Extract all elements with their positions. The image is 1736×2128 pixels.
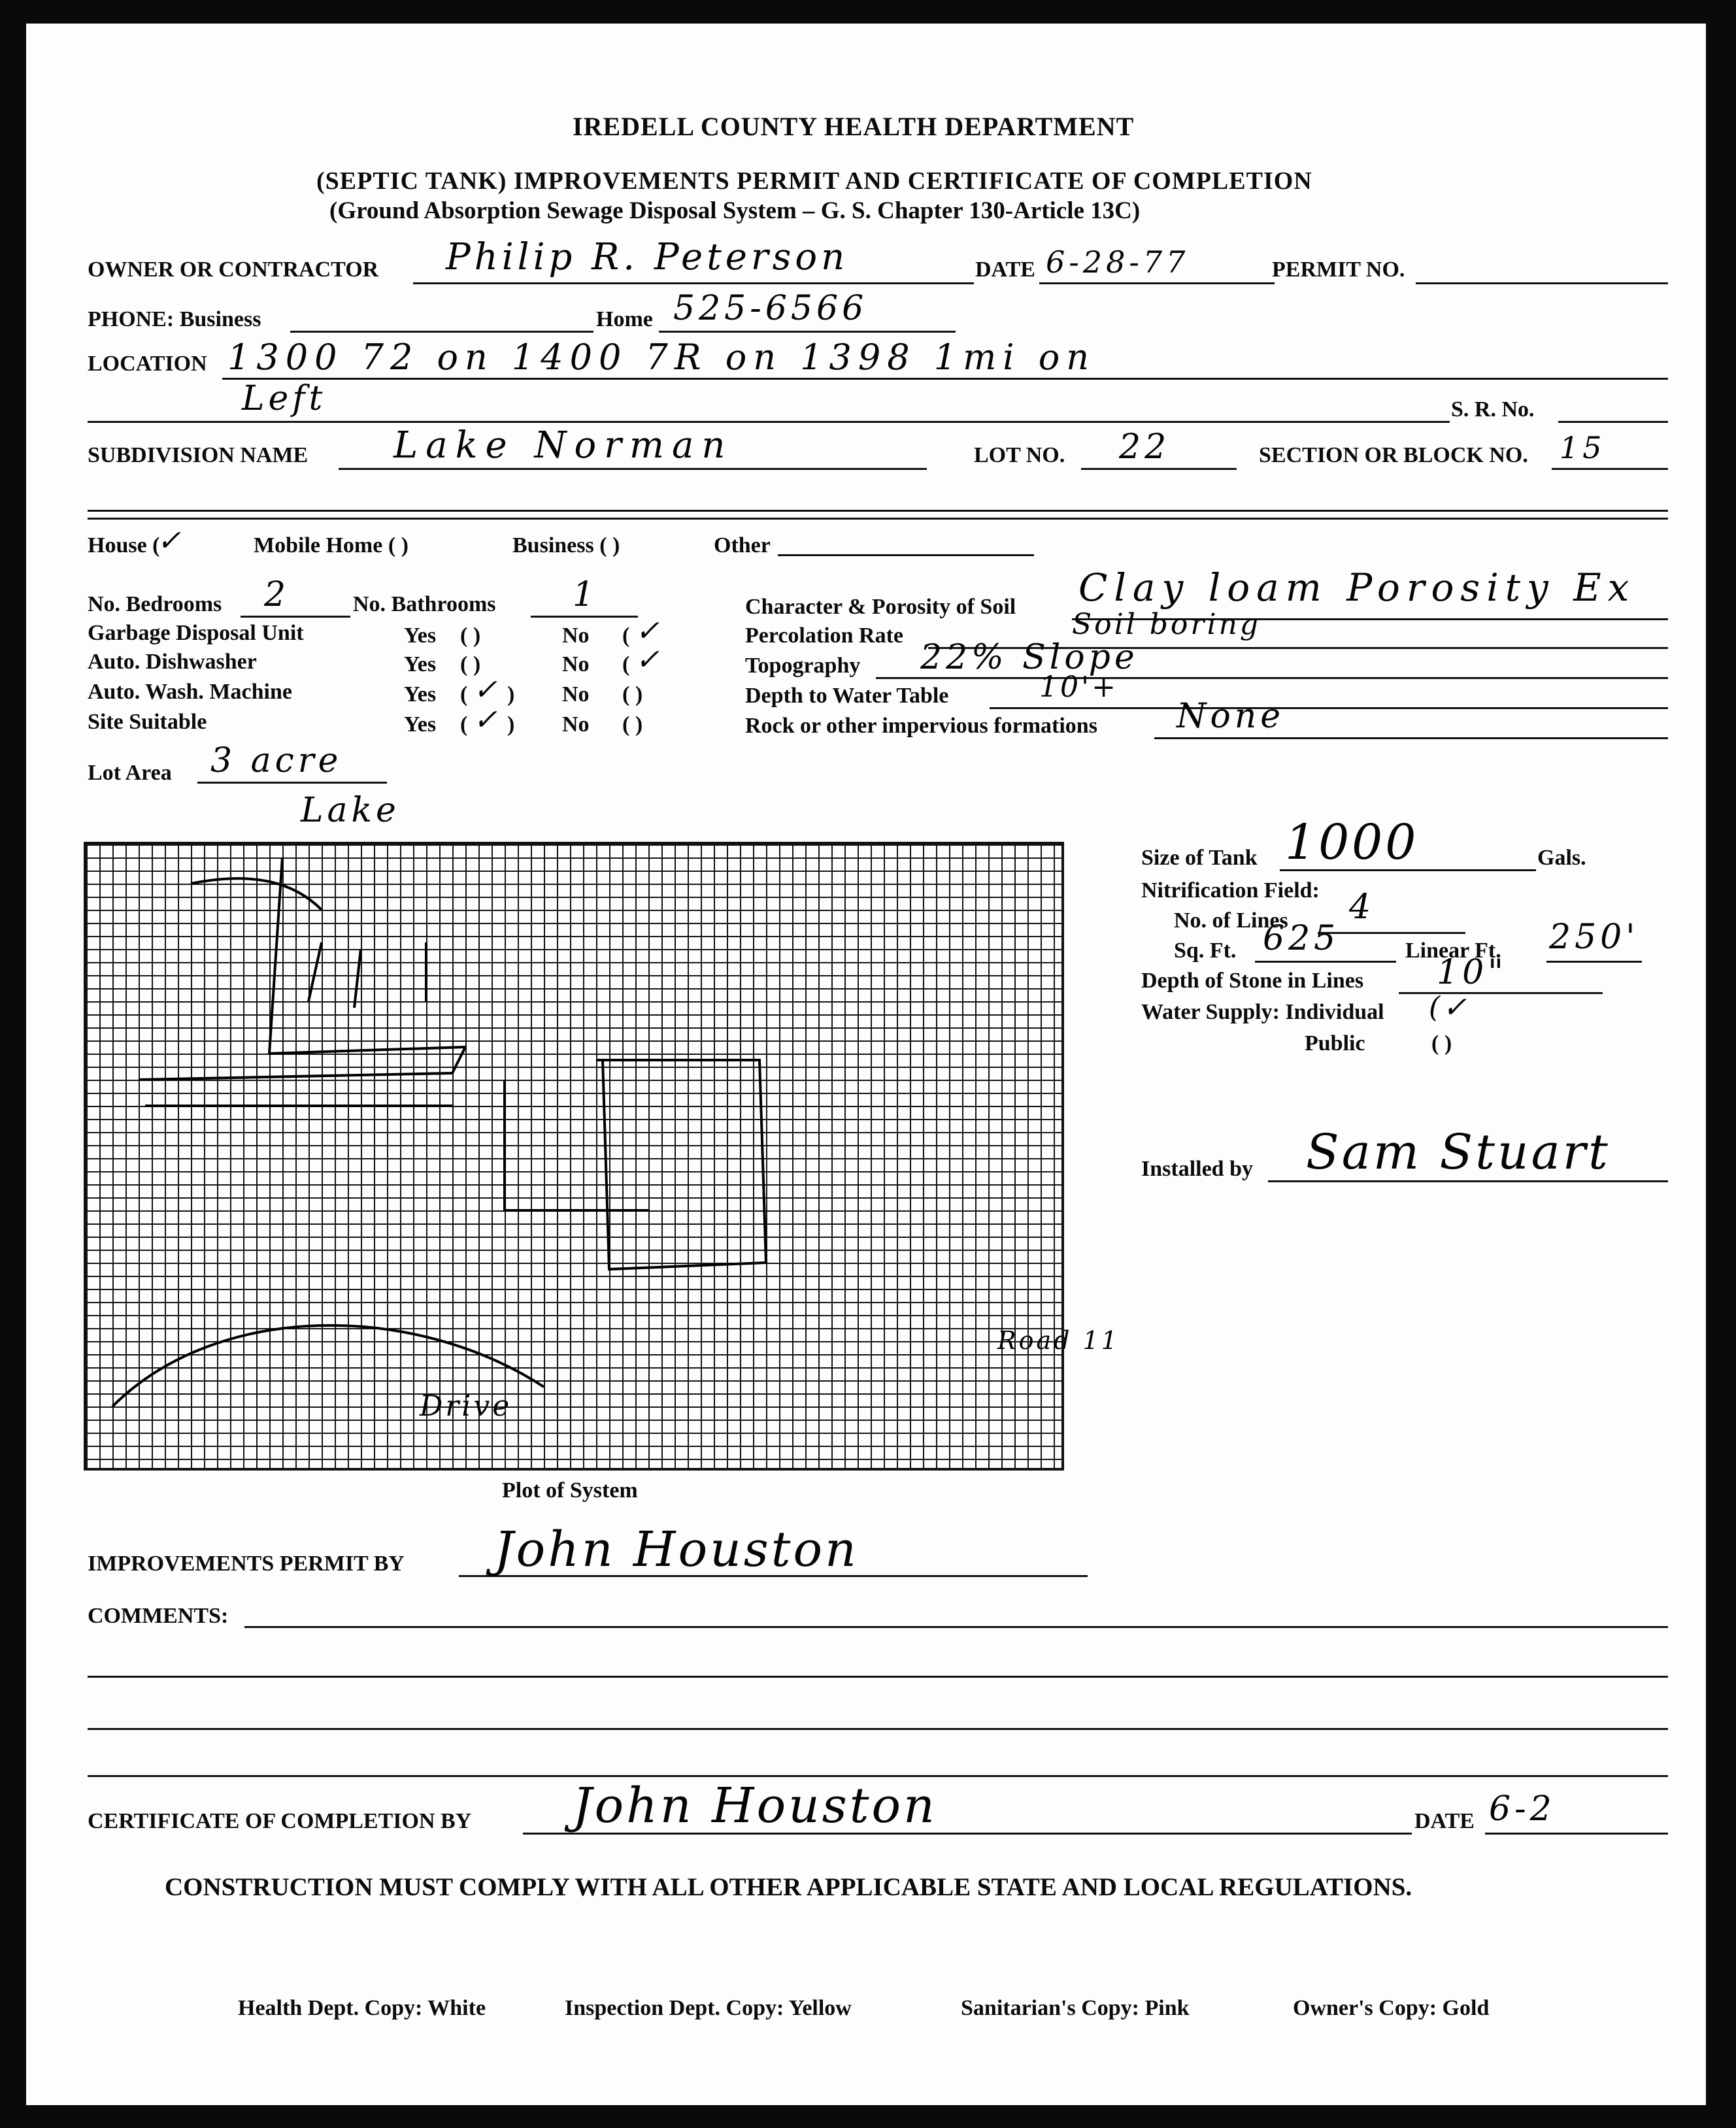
bathrooms-value[interactable]: 1 <box>573 575 599 614</box>
linear-ft-label: Linear Ft. <box>1405 939 1501 963</box>
dishwasher-no-mark[interactable]: ✓ <box>635 643 662 676</box>
lines-count-label: No. of Lines <box>1174 908 1288 933</box>
rock-label: Rock or other impervious formations <box>745 714 1097 738</box>
owner-label: OWNER OR CONTRACTOR <box>88 258 379 282</box>
plot-caption: Plot of System <box>502 1478 638 1503</box>
subdivision-label: SUBDIVISION NAME <box>88 443 309 467</box>
site-no-label: No <box>562 712 590 737</box>
topography-line <box>876 677 1668 679</box>
date-value[interactable]: 6-28-77 <box>1046 244 1190 280</box>
tank-size-label: Size of Tank <box>1141 846 1258 870</box>
section-value[interactable]: 15 <box>1560 430 1606 465</box>
site-no-box[interactable]: ( ) <box>622 712 643 737</box>
copy-owner: Owner's Copy: Gold <box>1293 1996 1490 2020</box>
perc-rate-label: Percolation Rate <box>745 623 904 648</box>
phone-business-label: PHONE: Business <box>88 307 261 331</box>
bathrooms-line <box>531 616 638 618</box>
date-line <box>1039 282 1275 284</box>
dishwasher-no-label: No <box>562 652 590 676</box>
soil-character-value[interactable]: Clay loam Porosity Ex <box>1078 565 1636 610</box>
garbage-no-open: ( <box>622 623 630 648</box>
water-public-label: Public <box>1305 1031 1365 1056</box>
form-subtitle: (Ground Absorption Sewage Disposal System – G. S. Chapter 130-Article 13C) <box>329 197 1141 224</box>
sqft-label: Sq. Ft. <box>1174 939 1237 963</box>
water-table-label: Depth to Water Table <box>745 684 949 708</box>
plot-sketch-corner <box>191 878 322 910</box>
plot-drive-note: Drive <box>420 1389 512 1423</box>
phone-home-line <box>659 331 956 333</box>
compliance-notice: CONSTRUCTION MUST COMPLY WITH ALL OTHER APPLICABLE STATE AND LOCAL REGULATIONS. <box>165 1873 1412 1901</box>
certificate-date-line <box>1485 1833 1668 1835</box>
site-yes-label: Yes <box>404 712 437 737</box>
garbage-yes-label: Yes <box>404 623 437 648</box>
certificate-label: CERTIFICATE OF COMPLETION BY <box>88 1809 472 1833</box>
installed-by-label: Installed by <box>1141 1157 1253 1181</box>
plot-sketch <box>86 844 1061 1468</box>
permit-form <box>26 24 1706 2105</box>
installed-by-line <box>1268 1180 1668 1182</box>
soil-character-label: Character & Porosity of Soil <box>745 595 1016 619</box>
site-yes-mark[interactable]: ✓ <box>473 703 500 737</box>
nitrification-label: Nitrification Field: <box>1141 878 1320 903</box>
department-heading: IREDELL COUNTY HEALTH DEPARTMENT <box>573 112 1135 141</box>
bedrooms-label: No. Bedrooms <box>88 592 222 616</box>
permit-no-line <box>1416 282 1668 284</box>
owner-line <box>413 282 974 284</box>
site-label: Site Suitable <box>88 710 207 734</box>
lot-no-value[interactable]: 22 <box>1119 427 1171 467</box>
dishwasher-yes-box[interactable]: ( ) <box>460 652 481 676</box>
garbage-yes-box[interactable]: ( ) <box>460 623 481 648</box>
improvements-permit-signature[interactable]: John Houston <box>494 1521 859 1578</box>
section-label: SECTION OR BLOCK NO. <box>1259 443 1528 467</box>
sqft-line <box>1255 961 1396 963</box>
rock-line <box>1154 737 1668 739</box>
business-label: Business ( ) <box>512 533 620 557</box>
linear-ft-value[interactable]: 250' <box>1549 918 1639 957</box>
comments-line-1 <box>244 1626 1668 1628</box>
owner-value[interactable]: Philip R. Peterson <box>446 236 849 278</box>
rock-value[interactable]: None <box>1177 697 1285 736</box>
lot-note[interactable]: Lake <box>301 791 400 830</box>
form-title: (SEPTIC TANK) IMPROVEMENTS PERMIT AND CERTIFICATE OF COMPLETION <box>316 167 1312 195</box>
tank-size-value[interactable]: 1000 <box>1285 814 1419 871</box>
plot-grid[interactable] <box>84 842 1064 1471</box>
location-value-1[interactable]: 1300 72 on 1400 7R on 1398 1mi on <box>227 337 1096 378</box>
other-label: Other <box>714 533 771 557</box>
linear-ft-line <box>1546 961 1642 963</box>
copy-health-dept: Health Dept. Copy: White <box>238 1996 486 2020</box>
lot-no-label: LOT NO. <box>974 443 1065 467</box>
location-line-2 <box>88 421 1450 423</box>
phone-home-label: Home <box>596 307 653 331</box>
sr-no-label: S. R. No. <box>1451 397 1535 422</box>
topography-label: Topography <box>745 654 861 678</box>
topography-value[interactable]: 22% Slope <box>920 638 1139 677</box>
lot-area-value[interactable]: 3 acre <box>210 741 342 780</box>
phone-business-line <box>290 331 593 333</box>
tank-gals-label: Gals. <box>1537 846 1586 870</box>
garbage-no-mark[interactable]: ✓ <box>635 614 662 648</box>
house-label: House ( <box>88 533 160 557</box>
washer-yes-label: Yes <box>404 682 437 707</box>
stone-depth-value[interactable]: 10" <box>1437 953 1508 992</box>
washer-yes-open: ( <box>460 682 468 707</box>
improvements-permit-label: IMPROVEMENTS PERMIT BY <box>88 1552 405 1576</box>
house-check-mark[interactable]: ✓ <box>157 524 184 557</box>
water-public-box[interactable]: ( ) <box>1431 1031 1452 1056</box>
bathrooms-label: No. Bathrooms <box>353 592 496 616</box>
sr-no-line <box>1558 421 1668 423</box>
lot-area-label: Lot Area <box>88 761 172 785</box>
water-individual-mark[interactable]: (✓ <box>1429 991 1470 1024</box>
washer-yes-mark[interactable]: ✓ <box>473 673 500 707</box>
certificate-date-value[interactable]: 6-2 <box>1489 1789 1556 1829</box>
washer-label: Auto. Wash. Machine <box>88 680 292 704</box>
copy-sanitarian: Sanitarian's Copy: Pink <box>961 1996 1190 2020</box>
comments-line-2 <box>88 1676 1668 1678</box>
location-value-2[interactable]: Left <box>242 379 327 418</box>
divider-bottom <box>88 518 1668 520</box>
site-yes-close: ) <box>507 712 515 737</box>
other-line <box>778 554 1034 556</box>
plot-sketch-house <box>139 857 648 1210</box>
permit-no-label: PERMIT NO. <box>1272 258 1405 282</box>
divider-top <box>88 510 1668 512</box>
lines-count-value[interactable]: 4 <box>1349 888 1375 927</box>
lines-count-line <box>1318 932 1465 934</box>
bedrooms-value[interactable]: 2 <box>264 575 290 614</box>
subdivision-value[interactable]: Lake Norman <box>393 424 733 467</box>
water-supply-label: Water Supply: Individual <box>1141 1000 1384 1024</box>
water-table-value[interactable]: 10'+ <box>1039 671 1118 704</box>
site-yes-open: ( <box>460 712 468 737</box>
sqft-value[interactable]: 625 <box>1263 919 1340 958</box>
location-label: LOCATION <box>88 352 207 376</box>
comments-line-3 <box>88 1728 1668 1730</box>
dishwasher-label: Auto. Dishwasher <box>88 650 257 674</box>
certificate-signature[interactable]: John Houston <box>573 1778 937 1834</box>
subdivision-line <box>339 468 927 470</box>
washer-no-box[interactable]: ( ) <box>622 682 643 707</box>
section-line <box>1552 468 1668 470</box>
plot-sketch-field <box>596 1060 766 1269</box>
mobile-home-label: Mobile Home ( ) <box>254 533 409 557</box>
copy-inspection-dept: Inspection Dept. Copy: Yellow <box>565 1996 852 2020</box>
lot-area-line <box>197 782 387 784</box>
bedrooms-line <box>241 616 350 618</box>
lot-no-line <box>1081 468 1237 470</box>
installed-by-value[interactable]: Sam Stuart <box>1306 1124 1611 1180</box>
perc-rate-value[interactable]: Soil boring <box>1072 608 1261 641</box>
washer-yes-close: ) <box>507 682 515 707</box>
dishwasher-no-open: ( <box>622 652 630 676</box>
garbage-label: Garbage Disposal Unit <box>88 621 304 645</box>
washer-no-label: No <box>562 682 590 707</box>
phone-home-value[interactable]: 525-6566 <box>673 289 868 328</box>
comments-line-4 <box>88 1775 1668 1777</box>
dishwasher-yes-label: Yes <box>404 652 437 676</box>
water-table-line <box>990 707 1668 709</box>
date-label: DATE <box>975 258 1035 282</box>
stone-depth-label: Depth of Stone in Lines <box>1141 969 1364 993</box>
plot-sketch-lines <box>309 942 426 1008</box>
garbage-no-label: No <box>562 623 590 648</box>
plot-road-note: Road 11 <box>997 1326 1120 1355</box>
location-line-1 <box>222 378 1668 380</box>
certificate-date-label: DATE <box>1414 1809 1475 1833</box>
comments-label: COMMENTS: <box>88 1604 229 1628</box>
